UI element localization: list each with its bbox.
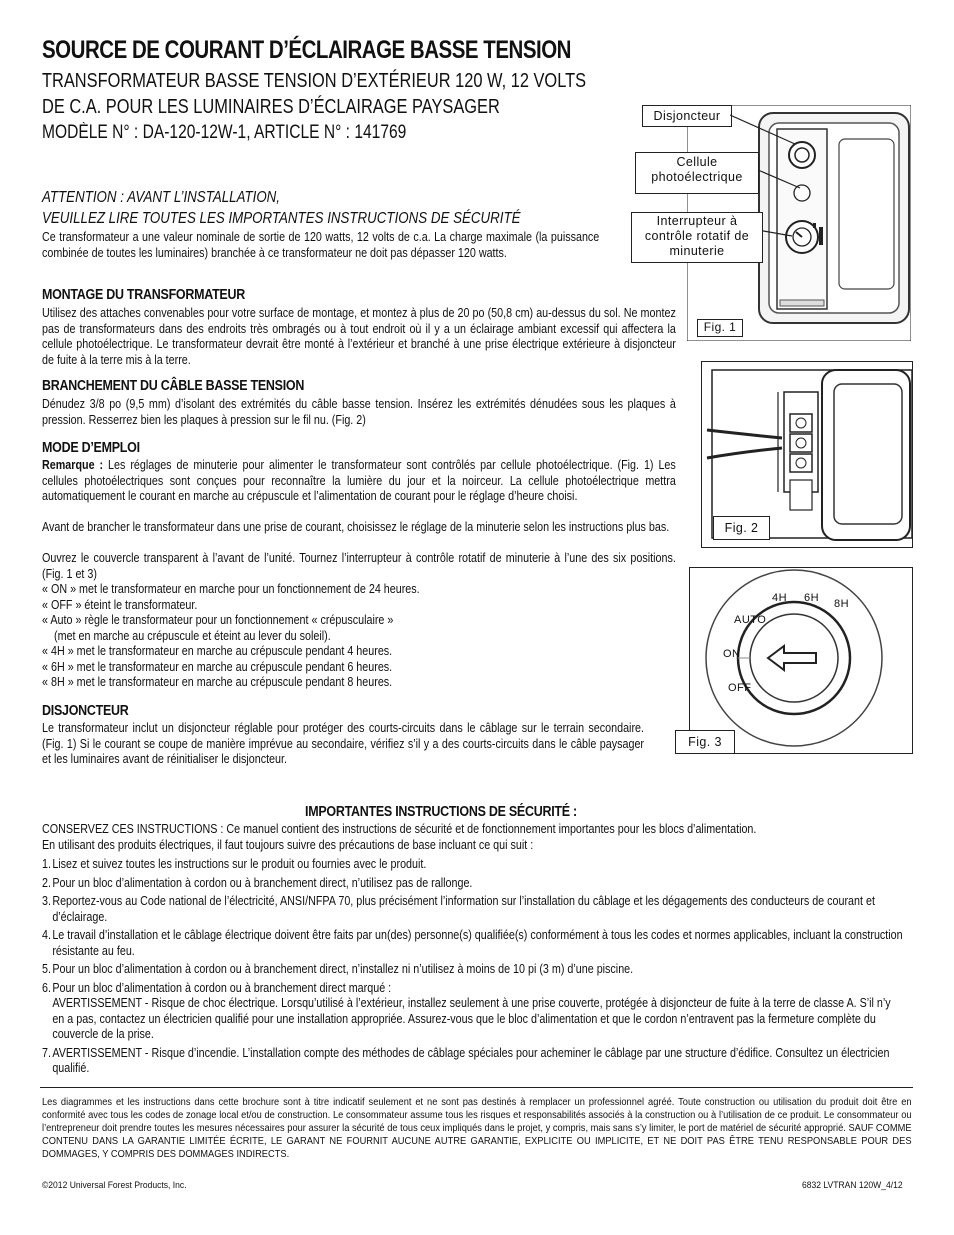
mode-list xyxy=(42,582,676,691)
figure-2 xyxy=(701,361,913,548)
model-line: MODÈLE N° : DA-120-12W-1, ARTICLE N° : 141769 xyxy=(42,122,407,143)
footer-copyright: ©2012 Universal Forest Products, Inc. xyxy=(42,1180,187,1191)
attention-heading xyxy=(42,187,520,229)
safety-item-6: 6. Pour un bloc d’alimentation à cordon ou à branchement direct marqué : AVERTISSEMENT - Risque de choc électrique. Lorsqu’utilisé à l’extérieur, installez seulement à une prise couverte, protégée à disjoncteur de fuite à la terre de classe A. S’il n’y en a pas, contactez un électricien qualifié pour une installation appropriée. Assurez-vous que le bloc d’alimentation et que le cordon n’entravent pas la fermeture complète du couvercle de la prise. xyxy=(42,980,891,1041)
label-interrupteur: Interrupteur à contrôle rotatif de minuterie xyxy=(631,212,763,263)
mode-para-3: Ouvrez le couvercle transparent à l’avant de l’unité. Tournez l’interrupteur à contrôle rotatif de minuterie à l’une des six positions. (Fig. 1 et 3) xyxy=(42,551,676,581)
footer-code: 6832 LVTRAN 120W_4/12 xyxy=(802,1180,903,1191)
fig3-drawing xyxy=(690,568,912,753)
page-subtitle xyxy=(42,68,586,120)
list-item: « 6H » met le transformateur en marche au crépuscule pendant 6 heures. xyxy=(42,659,393,674)
safety-list xyxy=(42,857,911,1077)
safety-item-1: 1. Lisez et suivez toutes les instructions sur le produit ou fournies avec le produit. xyxy=(42,857,427,871)
dial-label-4h: 4H xyxy=(772,592,788,604)
safety-heading: IMPORTANTES INSTRUCTIONS DE SÉCURITÉ : xyxy=(305,804,577,820)
list-item: « OFF » éteint le transformateur. xyxy=(42,597,198,612)
list-item: « 4H » met le transformateur en marche au crépuscule pendant 4 heures. xyxy=(42,644,393,658)
dial-label-6h: 6H xyxy=(804,592,820,604)
branchement-text: Dénudez 3/8 po (9,5 mm) d’isolant des extrémités du câble basse tension. Insérez les extrémités dénudées sous les plaques à pression. Resserrez bien les plaques à pression sur le fil nu. (Fig. 2) xyxy=(42,397,676,427)
dial-label-off: OFF xyxy=(728,682,752,694)
safety-item-3: 3. Reportez-vous au Code national de l’électricité, ANSI/NFPA 70, plus précisément l’information sur l’installation du câblage et les dégagements des conducteurs de courant et d’éclairage. xyxy=(42,894,875,924)
disjoncteur-text: Le transformateur inclut un disjoncteur réglable pour protéger des courts-circuits dans le câblage sur le terrain secondaire. (Fig. 1) Si le courant se coupe de manière imprévue au secondaire, vérifiez s’il y a des courts-circuits dans le câble paysager et les luminaires avant de réinitialiser le disjoncteur. xyxy=(42,721,644,766)
montage-text: Utilisez des attaches convenables pour votre surface de montage, et montez à plus de 20 po (50,8 cm) au-dessus du sol. Ne montez pas de transformateurs dans des endroits très ombragés ou à tout endroit où il y a un éclairage ambiant excessif qui affectera la cellule photoélectrique. Le transformateur devrait être monté à l’extérieur et branché à une prise électrique extérieure à disjoncteur de fuite à la terre mis à la terre. xyxy=(42,306,676,367)
list-item: « Auto » règle le transformateur pour un fonctionnement « crépusculaire » xyxy=(42,613,394,627)
branchement-heading: BRANCHEMENT DU CÂBLE BASSE TENSION xyxy=(42,378,305,394)
safety-intro-1: CONSERVEZ CES INSTRUCTIONS : Ce manuel contient des instructions de sécurité et de fonctionnement importantes pour les blocs d’alimentation. xyxy=(42,822,757,836)
attention-line-1: ATTENTION : AVANT L’INSTALLATION, xyxy=(42,189,281,206)
remarque-text: Les réglages de minuterie pour alimenter le transformateur sont contrôlés par cellule photoélectrique. (Fig. 1) Les cellules photoélectriques sont conçues pour reconnaître la lumière du jour et la noirceur. La cellule photoélectrique mettra automatiquement le courant en marche au crépuscule et l’alimentation de courant pour le réglage d’heure choisi. xyxy=(42,458,676,503)
safety-intro-2: En utilisant des produits électriques, il faut toujours suivre des précautions de base incluant ce qui suit : xyxy=(42,838,534,852)
safety-item-4: 4. Le travail d’installation et le câblage électrique doivent être faits par un(des) personne(s) qualifiée(s) conformément à tous les codes et normes applicables, incluant la construction résistante au feu. xyxy=(42,928,903,958)
montage-heading: MONTAGE DU TRANSFORMATEUR xyxy=(42,287,245,303)
dial-label-on: ON xyxy=(723,648,741,660)
list-item: « ON » met le transformateur en marche pour un fonctionnement de 24 heures. xyxy=(42,582,420,596)
remarque-label: Remarque : xyxy=(42,458,104,472)
label-cellule: Cellule photoélectrique xyxy=(635,152,759,194)
attention-text: Ce transformateur a une valeur nominale de sortie de 120 watts, 12 volts de c.a. La charge maximale (la puissance combinée de toutes les luminaires) branchée à ce transformateur ne doit pas dépasser 120 watts. xyxy=(42,230,600,260)
mode-para-2: Avant de brancher le transformateur dans une prise de courant, choisissez le réglage de la minuterie selon les instructions plus bas. xyxy=(42,520,670,534)
fig1-caption: Fig. 1 xyxy=(697,319,743,337)
subtitle-line-1: TRANSFORMATEUR BASSE TENSION D’EXTÉRIEUR 120 W, 12 VOLTS xyxy=(42,70,587,92)
label-disjoncteur: Disjoncteur xyxy=(642,105,732,127)
attention-line-2: VEUILLEZ LIRE TOUTES LES IMPORTANTES INSTRUCTIONS DE SÉCURITÉ xyxy=(42,210,521,227)
footer-disclaimer: Les diagrammes et les instructions dans cette brochure sont à titre indicatif seulement et ne sont pas destinés à remplacer un professionnel agréé. Toute construction ou utilisation du produit doit être en conformité avec tous les codes de zonage local et/ou de construction. Le consommateur assume tous les risques et responsabilités associés à la construction ou à l’utilisation de ce produit. Le consommateur ou l’entrepreneur doit prendre toutes les mesures nécessaires pour assurer la sécurité de tous ceux impliqués dans le projet, y compris, mais sans s’y limiter, le port de matériel de sécurité approprié. SAUF COMME CONTENU DANS LA GARANTIE LIMITÉE ÉCRITE, LE GARANT NE FOURNIT AUCUNE AUTRE GARANTIE, EXPLICITE OU IMPLICITE, ET NE DOIT PAS ÊTRE TENU RESPONSABLE POUR DES DOMMAGES, Y COMPRIS DES DOMMAGES INDIRECTS. xyxy=(42,1097,912,1160)
page-title: SOURCE DE COURANT D’ÉCLAIRAGE BASSE TENSION xyxy=(42,36,571,64)
list-item: (met en marche au crépuscule et éteint au lever du soleil). xyxy=(54,628,331,643)
safety-item-5: 5. Pour un bloc d’alimentation à cordon ou à branchement direct, n’installez ni n’utilisez à moins de 10 pi (3 m) d’une piscine. xyxy=(42,962,634,976)
disjoncteur-heading: DISJONCTEUR xyxy=(42,703,129,719)
figure-3 xyxy=(689,567,913,754)
safety-item-7: 7. AVERTISSEMENT - Risque d’incendie. L’installation compte des méthodes de câblage spéciales pour acheminer le câblage par une structure d’édifice. Consultez un électricien qualifié. xyxy=(42,1045,890,1075)
fig3-caption: Fig. 3 xyxy=(675,730,735,754)
list-item: « 8H » met le transformateur en marche au crépuscule pendant 8 heures. xyxy=(42,675,393,689)
dial-label-8h: 8H xyxy=(834,598,850,610)
footer-divider xyxy=(40,1087,913,1088)
dial-label-auto: AUTO xyxy=(734,614,767,626)
mode-heading: MODE D’EMPLOI xyxy=(42,440,140,456)
safety-item-6-warning: AVERTISSEMENT - Risque de choc électrique. Lorsqu’utilisé à l’extérieur, installez seulement à une prise couverte, protégée à disjoncteur de fuite à la terre de classe A. S’il n’y en a pas, contactez un électricien qualifié pour une installation appropriée. Assurez-vous que le bloc d’alimentation et que le cordon n’entravent pas la fermeture complète du couvercle de la prise. xyxy=(52,996,891,1041)
safety-item-2: 2. Pour un bloc d’alimentation à cordon ou à branchement direct, n’utilisez pas de rallonge. xyxy=(42,875,473,890)
fig2-caption: Fig. 2 xyxy=(713,516,770,540)
mode-remarque xyxy=(42,458,676,505)
subtitle-line-2: DE C.A. POUR LES LUMINAIRES D’ÉCLAIRAGE PAYSAGER xyxy=(42,96,500,118)
